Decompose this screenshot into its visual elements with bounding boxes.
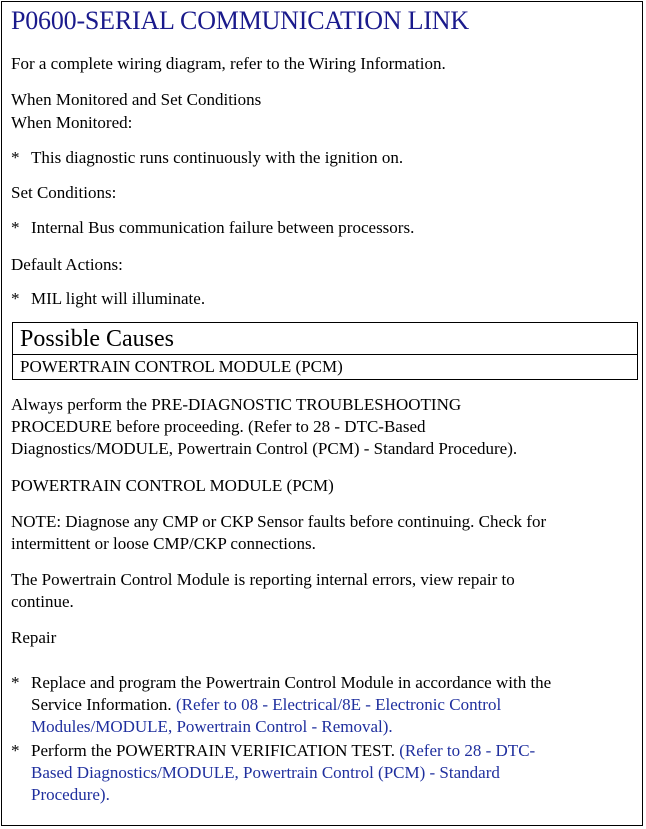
bullet-marker: * [11,148,20,167]
status-line-1: The Powertrain Control Module is reporting internal errors, view repair to [11,570,515,589]
bullet-marker: * [11,289,20,308]
bullet-marker: * [11,741,20,760]
set-conditions-label: Set Conditions: [11,183,117,202]
repair-item-1-reference-link[interactable]: (Refer to 08 - Electrical/8E - Electronic Control [175,695,502,714]
possible-causes-table [12,322,638,380]
document-page [1,1,643,826]
repair-label: Repair [11,628,57,647]
pre-diagnostic-line-2: PROCEDURE before proceeding. (Refer to 28 - DTC-Based [11,417,426,436]
repair-item-2-line-1 [31,740,631,762]
repair-item-1-text-line-2: Service Information. [31,695,172,714]
when-monitored-item: This diagnostic runs continuously with the ignition on. [31,148,404,167]
repair-item-2-reference-link[interactable]: (Refer to 28 - DTC- [399,741,536,760]
repair-item-2-reference-link-end[interactable]: Procedure). [31,785,110,804]
repair-item-2-text-line-1: Perform the POWERTRAIN VERIFICATION TEST. [31,741,395,760]
wiring-intro: For a complete wiring diagram, refer to the Wiring Information. [11,54,446,73]
repair-item-1-text-line-1: Replace and program the Powertrain Control Module in accordance with the [31,673,552,692]
section-heading: POWERTRAIN CONTROL MODULE (PCM) [11,476,334,495]
conditions-heading: When Monitored and Set Conditions [11,90,262,109]
possible-causes-title: Possible Causes [20,326,175,352]
bullet-marker: * [11,218,20,237]
note-line-1: NOTE: Diagnose any CMP or CKP Sensor faults before continuing. Check for [11,512,547,531]
status-line-2: continue. [11,592,74,611]
repair-item-2 [31,740,631,806]
repair-item-1-line-2 [31,694,631,716]
page-title: P0600-SERIAL COMMUNICATION LINK [11,6,469,35]
possible-causes-header [13,323,637,355]
bullet-marker: * [11,673,20,692]
pre-diagnostic-line-3: Diagnostics/MODULE, Powertrain Control (PCM) - Standard Procedure). [11,439,518,458]
default-actions-label: Default Actions: [11,255,123,274]
repair-item-1 [31,672,631,738]
note-line-2: intermittent or loose CMP/CKP connections. [11,534,316,553]
pre-diagnostic-line-1: Always perform the PRE-DIAGNOSTIC TROUBLESHOOTING [11,395,462,414]
repair-item-1-reference-link-cont[interactable]: Modules/MODULE, Powertrain Control - Removal). [31,717,393,736]
default-actions-item: MIL light will illuminate. [31,289,206,308]
set-conditions-item: Internal Bus communication failure between processors. [31,218,415,237]
repair-item-2-reference-link-cont[interactable]: Based Diagnostics/MODULE, Powertrain Control (PCM) - Standard [31,763,500,782]
possible-cause-item: POWERTRAIN CONTROL MODULE (PCM) [20,357,343,376]
when-monitored-label: When Monitored: [11,113,133,132]
